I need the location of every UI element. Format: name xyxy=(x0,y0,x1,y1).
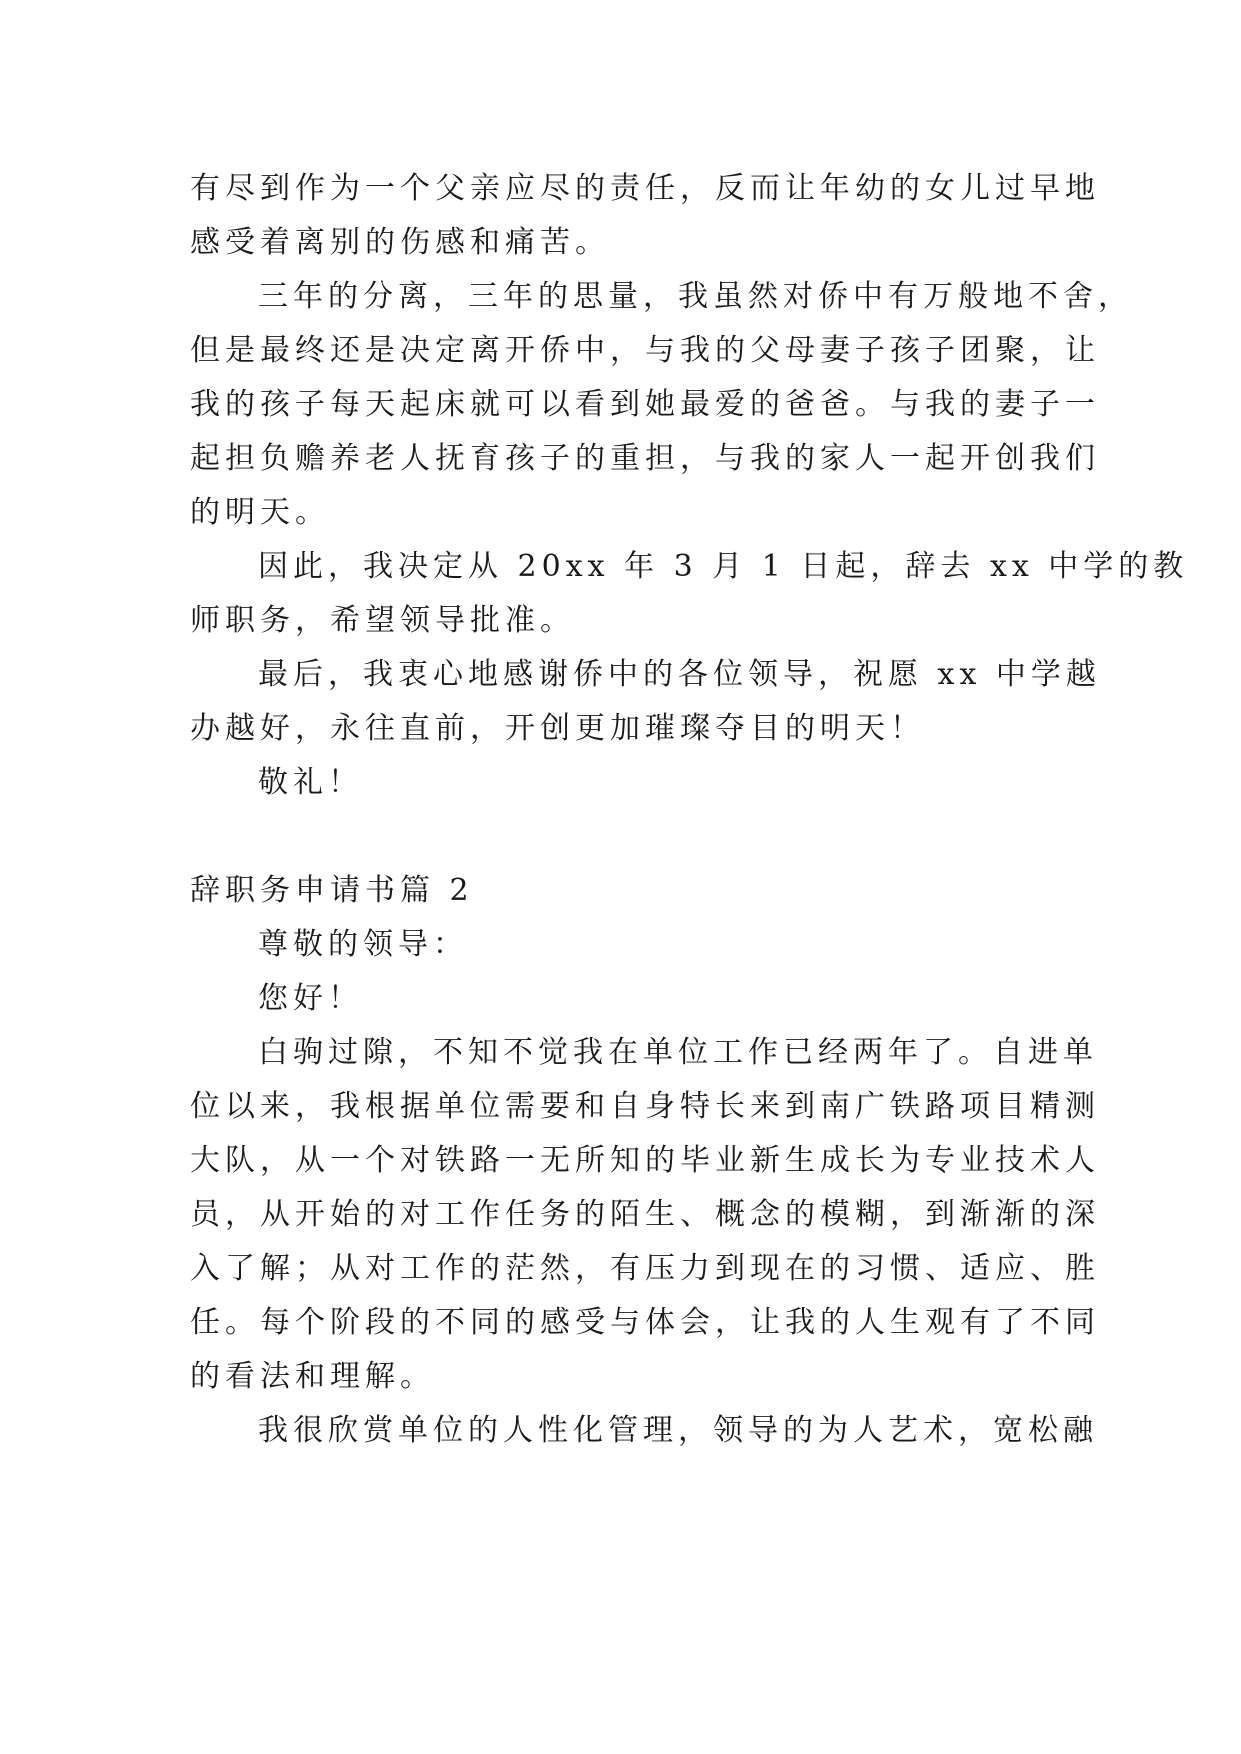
paragraph-line: 三年的分离，三年的思量，我虽然对侨中有万般地不舍， xyxy=(258,279,1133,314)
paragraph-line: 员，从开始的对工作任务的陌生、概念的模糊，到渐渐的深 xyxy=(190,1197,1100,1232)
paragraph-line: 办越好，永往直前，开创更加璀璨夺目的明天！ xyxy=(190,711,925,746)
greeting-line: 尊敬的领导： xyxy=(258,927,468,962)
paragraph-line: 白驹过隙，不知不觉我在单位工作已经两年了。自进单 xyxy=(258,1035,1098,1070)
paragraph-line: 位以来，我根据单位需要和自身特长来到南广铁路项目精测 xyxy=(190,1089,1100,1124)
paragraph-line: 大队，从一个对铁路一无所知的毕业新生成长为专业技术人 xyxy=(190,1143,1100,1178)
paragraph-line: 入了解；从对工作的茫然，有压力到现在的习惯、适应、胜 xyxy=(190,1251,1100,1286)
paragraph-line: 师职务，希望领导批准。 xyxy=(190,603,575,638)
paragraph-line: 我很欣赏单位的人性化管理，领导的为人艺术，宽松融 xyxy=(258,1413,1098,1448)
closing-salutation: 敬礼！ xyxy=(258,765,363,800)
section-heading: 辞职务申请书篇 2 xyxy=(190,873,474,908)
paragraph-line: 起担负赡养老人抚育孩子的重担，与我的家人一起开创我们 xyxy=(190,441,1100,476)
paragraph-line: 的看法和理解。 xyxy=(190,1359,435,1394)
paragraph-line: 有尽到作为一个父亲应尽的责任，反而让年幼的女儿过早地 xyxy=(190,171,1100,206)
paragraph-line: 任。每个阶段的不同的感受与体会，让我的人生观有了不同 xyxy=(190,1305,1100,1340)
section-spacer xyxy=(190,810,1045,864)
greeting-line: 您好！ xyxy=(258,981,363,1016)
paragraph-line: 最后，我衷心地感谢侨中的各位领导，祝愿 xx 中学越 xyxy=(258,657,1101,692)
paragraph-line: 我的孩子每天起床就可以看到她最爱的爸爸。与我的妻子一 xyxy=(190,387,1100,422)
paragraph-line: 但是最终还是决定离开侨中，与我的父母妻子孩子团聚，让 xyxy=(190,333,1100,368)
document-body xyxy=(190,162,1189,1458)
paragraph-line: 因此，我决定从 20xx 年 3 月 1 日起，辞去 xx 中学的教 xyxy=(258,549,1189,584)
paragraph-line: 感受着离别的伤感和痛苦。 xyxy=(190,225,610,260)
paragraph-line: 的明天。 xyxy=(190,495,330,530)
